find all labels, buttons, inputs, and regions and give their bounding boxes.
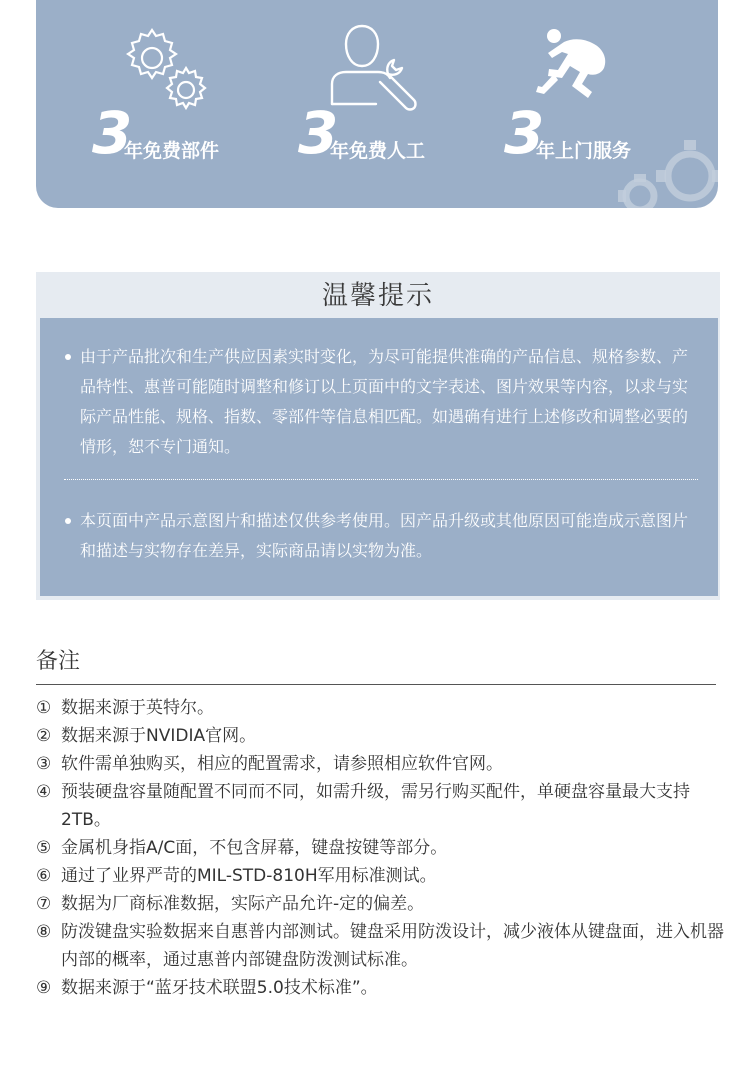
bullet-dot-icon [65,518,71,524]
remark-text: 数据来源于英特尔。 [61,698,214,718]
service-parts [92,0,292,208]
notice-item-text: 由于产品批次和生产供应因素实时变化，为尽可能提供准确的产品信息、规格参数、产品特性、惠普可能随时调整和修订以上页面中的文字表述、图片效果等内容，以求与实际产品性能、规格、指数、零部件等信息相匹配。如遇确有进行上述修改和调整必要的情形，恕不专门通知。 [80,347,689,456]
remark-text: 软件需单独购买，相应的配置需求，请参照相应软件官网。 [61,754,503,774]
remark-item [36,778,726,834]
decorative-gears-icon [618,134,718,208]
remark-item [36,862,726,890]
service-number: 3 [92,99,133,167]
remark-number: ⑧ [36,922,52,942]
remark-text: 数据为厂商标准数据，实际产品允许-定的偏差。 [61,894,425,914]
notice-divider [64,479,698,480]
service-number: 3 [298,99,339,167]
remark-number: ② [36,726,52,746]
remark-number: ⑥ [36,866,52,886]
remarks-divider [36,684,716,685]
remark-number: ⑨ [36,978,52,998]
remark-item [36,974,726,1002]
remark-number: ⑦ [36,894,52,914]
remark-number: ③ [36,754,52,774]
remark-item [36,890,726,918]
notice-title: 温馨提示 [321,281,434,311]
remark-text: 通过了业界严苛的MIL-STD-810H军用标准测试。 [61,866,437,886]
service-label: 年免费人工 [330,140,426,162]
remark-text: 防泼键盘实验数据来自惠普内部测试。键盘采用防泼设计，减少液体从键盘面，进入机器内部的概率，通过惠普内部键盘防泼测试标准。 [61,922,724,970]
service-banner [36,0,718,208]
notice-body [40,318,718,596]
remark-item [36,722,726,750]
notice-box [36,272,720,600]
remark-number: ⑤ [36,838,52,858]
service-label: 年免费部件 [124,140,220,162]
remark-number: ④ [36,782,52,802]
remarks-title: 备注 [36,649,81,674]
remark-item [36,918,726,974]
service-label: 年上门服务 [536,140,632,162]
technician-icon [330,22,418,112]
remark-number: ① [36,698,52,718]
remark-text: 数据来源于“蓝牙技术联盟5.0技术标准”。 [61,978,378,998]
remarks-list [36,694,726,1002]
notice-item [80,506,700,566]
gears-icon [118,24,214,118]
notice-item [80,342,700,462]
notice-item-text: 本页面中产品示意图片和描述仅供参考使用。因产品升级或其他原因可能造成示意图片和描述与实物存在差异，实际商品请以实物为准。 [80,511,689,560]
remark-item [36,834,726,862]
remark-text: 数据来源于NVIDIA官网。 [61,726,257,746]
remark-text: 金属机身指A/C面，不包含屏幕，键盘按键等部分。 [61,838,448,858]
remark-item [36,694,726,722]
running-person-icon [534,26,616,106]
remark-item [36,750,726,778]
remark-text: 预装硬盘容量随配置不同而不同，如需升级，需另行购买配件，单硬盘容量最大支持2TB。 [61,782,690,830]
bullet-dot-icon [65,354,71,360]
service-labor [298,0,498,208]
service-number: 3 [504,99,545,167]
